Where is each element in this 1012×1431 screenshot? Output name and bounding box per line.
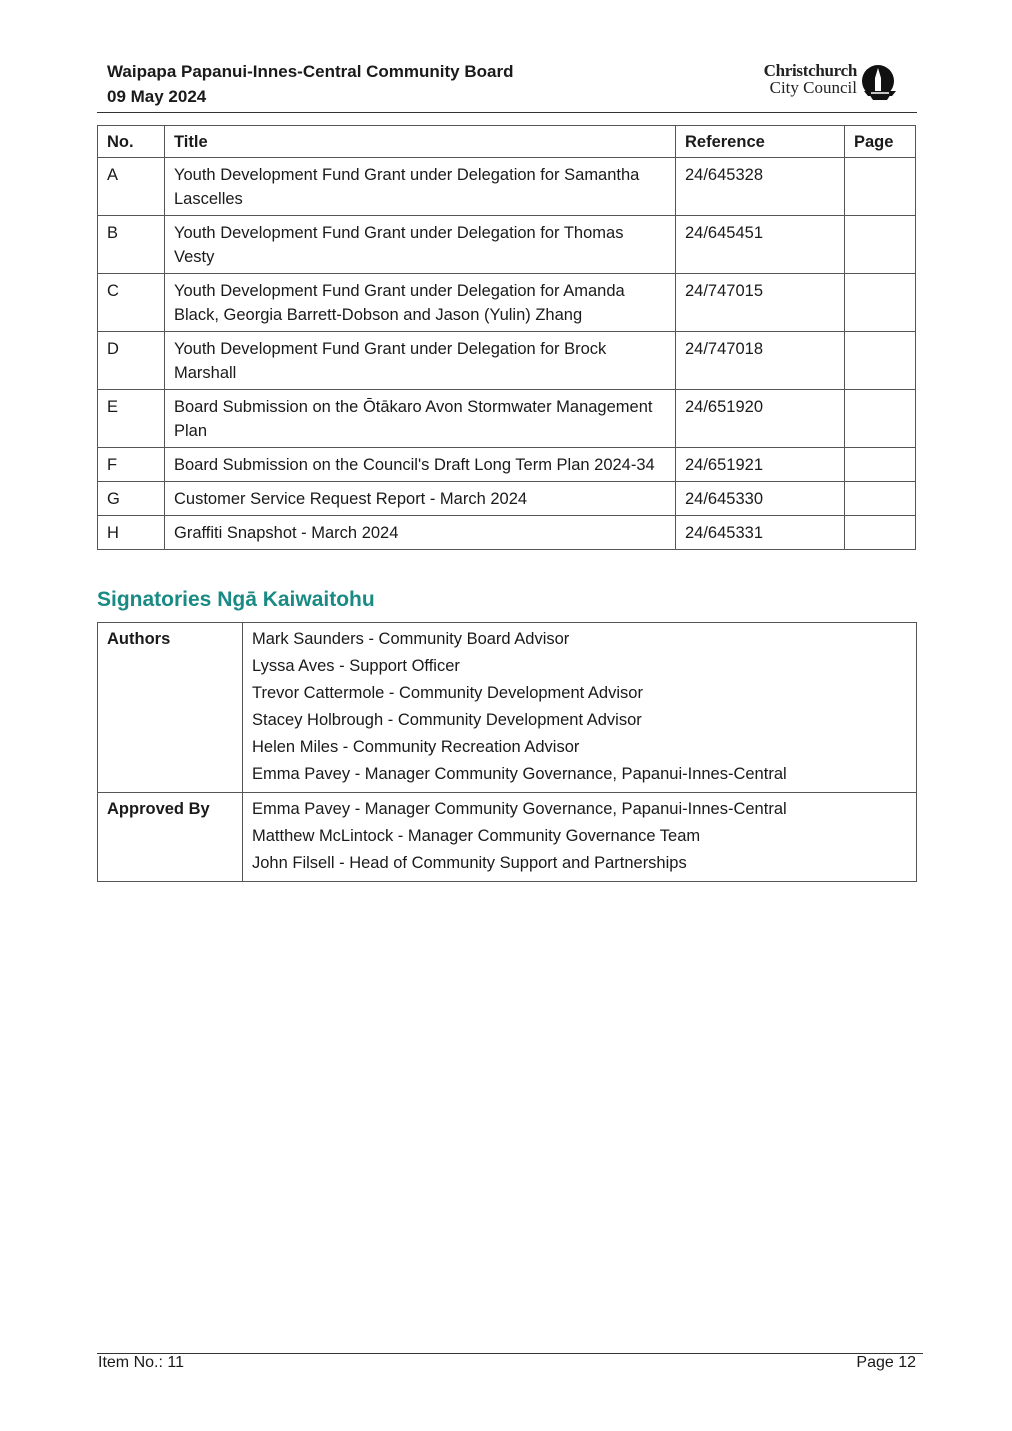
column-header-page: Page — [845, 126, 916, 158]
table-row — [98, 516, 916, 550]
page-number: Page 12 — [856, 1354, 916, 1371]
row-page — [845, 158, 916, 216]
row-page — [845, 274, 916, 332]
item-number: Item No.: 11 — [98, 1354, 184, 1371]
council-logo — [729, 62, 899, 102]
table-header-row — [98, 126, 916, 158]
board-name: Waipapa Papanui-Innes-Central Community Board — [107, 62, 514, 81]
table-row — [98, 332, 916, 390]
row-no: E — [98, 390, 165, 448]
column-header-no: No. — [98, 126, 165, 158]
row-reference: 24/645328 — [676, 158, 845, 216]
table-row — [98, 390, 916, 448]
row-title: Board Submission on the Ōtākaro Avon Stormwater Management Plan — [165, 390, 676, 448]
meeting-date: 09 May 2024 — [107, 87, 207, 106]
row-title: Youth Development Fund Grant under Delegation for Brock Marshall — [165, 332, 676, 390]
row-title: Graffiti Snapshot - March 2024 — [165, 516, 676, 550]
row-page — [845, 482, 916, 516]
row-no: G — [98, 482, 165, 516]
table-row — [98, 448, 916, 482]
logo-text — [764, 62, 857, 96]
row-no: D — [98, 332, 165, 390]
signatories-heading: Signatories Ngā Kaiwaitohu — [97, 588, 375, 611]
attachments-table — [97, 125, 916, 550]
author-entry: Stacey Holbrough - Community Development Advisor — [252, 711, 642, 729]
table-row — [98, 274, 916, 332]
footer-divider — [97, 1353, 923, 1354]
row-reference: 24/645331 — [676, 516, 845, 550]
logo-line1: Christchurch — [763, 61, 857, 80]
approved-row — [98, 793, 917, 882]
row-title: Youth Development Fund Grant under Delegation for Thomas Vesty — [165, 216, 676, 274]
page-header — [107, 60, 917, 112]
approver-entry: Matthew McLintock - Manager Community Governance Team — [252, 827, 701, 845]
author-entry: Trevor Cattermole - Community Development Advisor — [252, 684, 643, 702]
row-title: Youth Development Fund Grant under Delegation for Samantha Lascelles — [165, 158, 676, 216]
authors-label: Authors — [98, 623, 243, 793]
row-no: A — [98, 158, 165, 216]
approved-list — [243, 793, 917, 882]
table-row — [98, 158, 916, 216]
author-entry: Mark Saunders - Community Board Advisor — [252, 630, 570, 648]
row-title: Youth Development Fund Grant under Delegation for Amanda Black, Georgia Barrett-Dobson and Jason (Yulin) Zhang — [165, 274, 676, 332]
row-reference: 24/747018 — [676, 332, 845, 390]
row-reference: 24/651920 — [676, 390, 845, 448]
column-header-reference: Reference — [676, 126, 845, 158]
table-row — [98, 216, 916, 274]
row-no: H — [98, 516, 165, 550]
row-reference: 24/645330 — [676, 482, 845, 516]
row-page — [845, 216, 916, 274]
row-no: F — [98, 448, 165, 482]
row-reference: 24/747015 — [676, 274, 845, 332]
logo-line2: City Council — [769, 78, 857, 97]
author-entry: Lyssa Aves - Support Officer — [252, 657, 460, 675]
row-reference: 24/645451 — [676, 216, 845, 274]
authors-row — [98, 623, 917, 793]
row-page — [845, 448, 916, 482]
row-page — [845, 390, 916, 448]
signatories-table — [97, 622, 917, 882]
row-title: Customer Service Request Report - March 2024 — [165, 482, 676, 516]
row-title: Board Submission on the Council's Draft Long Term Plan 2024-34 — [165, 448, 676, 482]
cathedral-logo-icon — [861, 64, 899, 102]
column-header-title: Title — [165, 126, 676, 158]
table-row — [98, 482, 916, 516]
authors-list — [243, 623, 917, 793]
author-entry: Helen Miles - Community Recreation Advisor — [252, 738, 580, 756]
approved-label: Approved By — [98, 793, 243, 882]
row-reference: 24/651921 — [676, 448, 845, 482]
row-no: C — [98, 274, 165, 332]
approver-entry: Emma Pavey - Manager Community Governance, Papanui-Innes-Central — [252, 800, 787, 818]
row-page — [845, 516, 916, 550]
header-divider — [97, 112, 917, 113]
row-no: B — [98, 216, 165, 274]
author-entry: Emma Pavey - Manager Community Governance, Papanui-Innes-Central — [252, 765, 787, 783]
row-page — [845, 332, 916, 390]
approver-entry: John Filsell - Head of Community Support and Partnerships — [252, 854, 687, 872]
